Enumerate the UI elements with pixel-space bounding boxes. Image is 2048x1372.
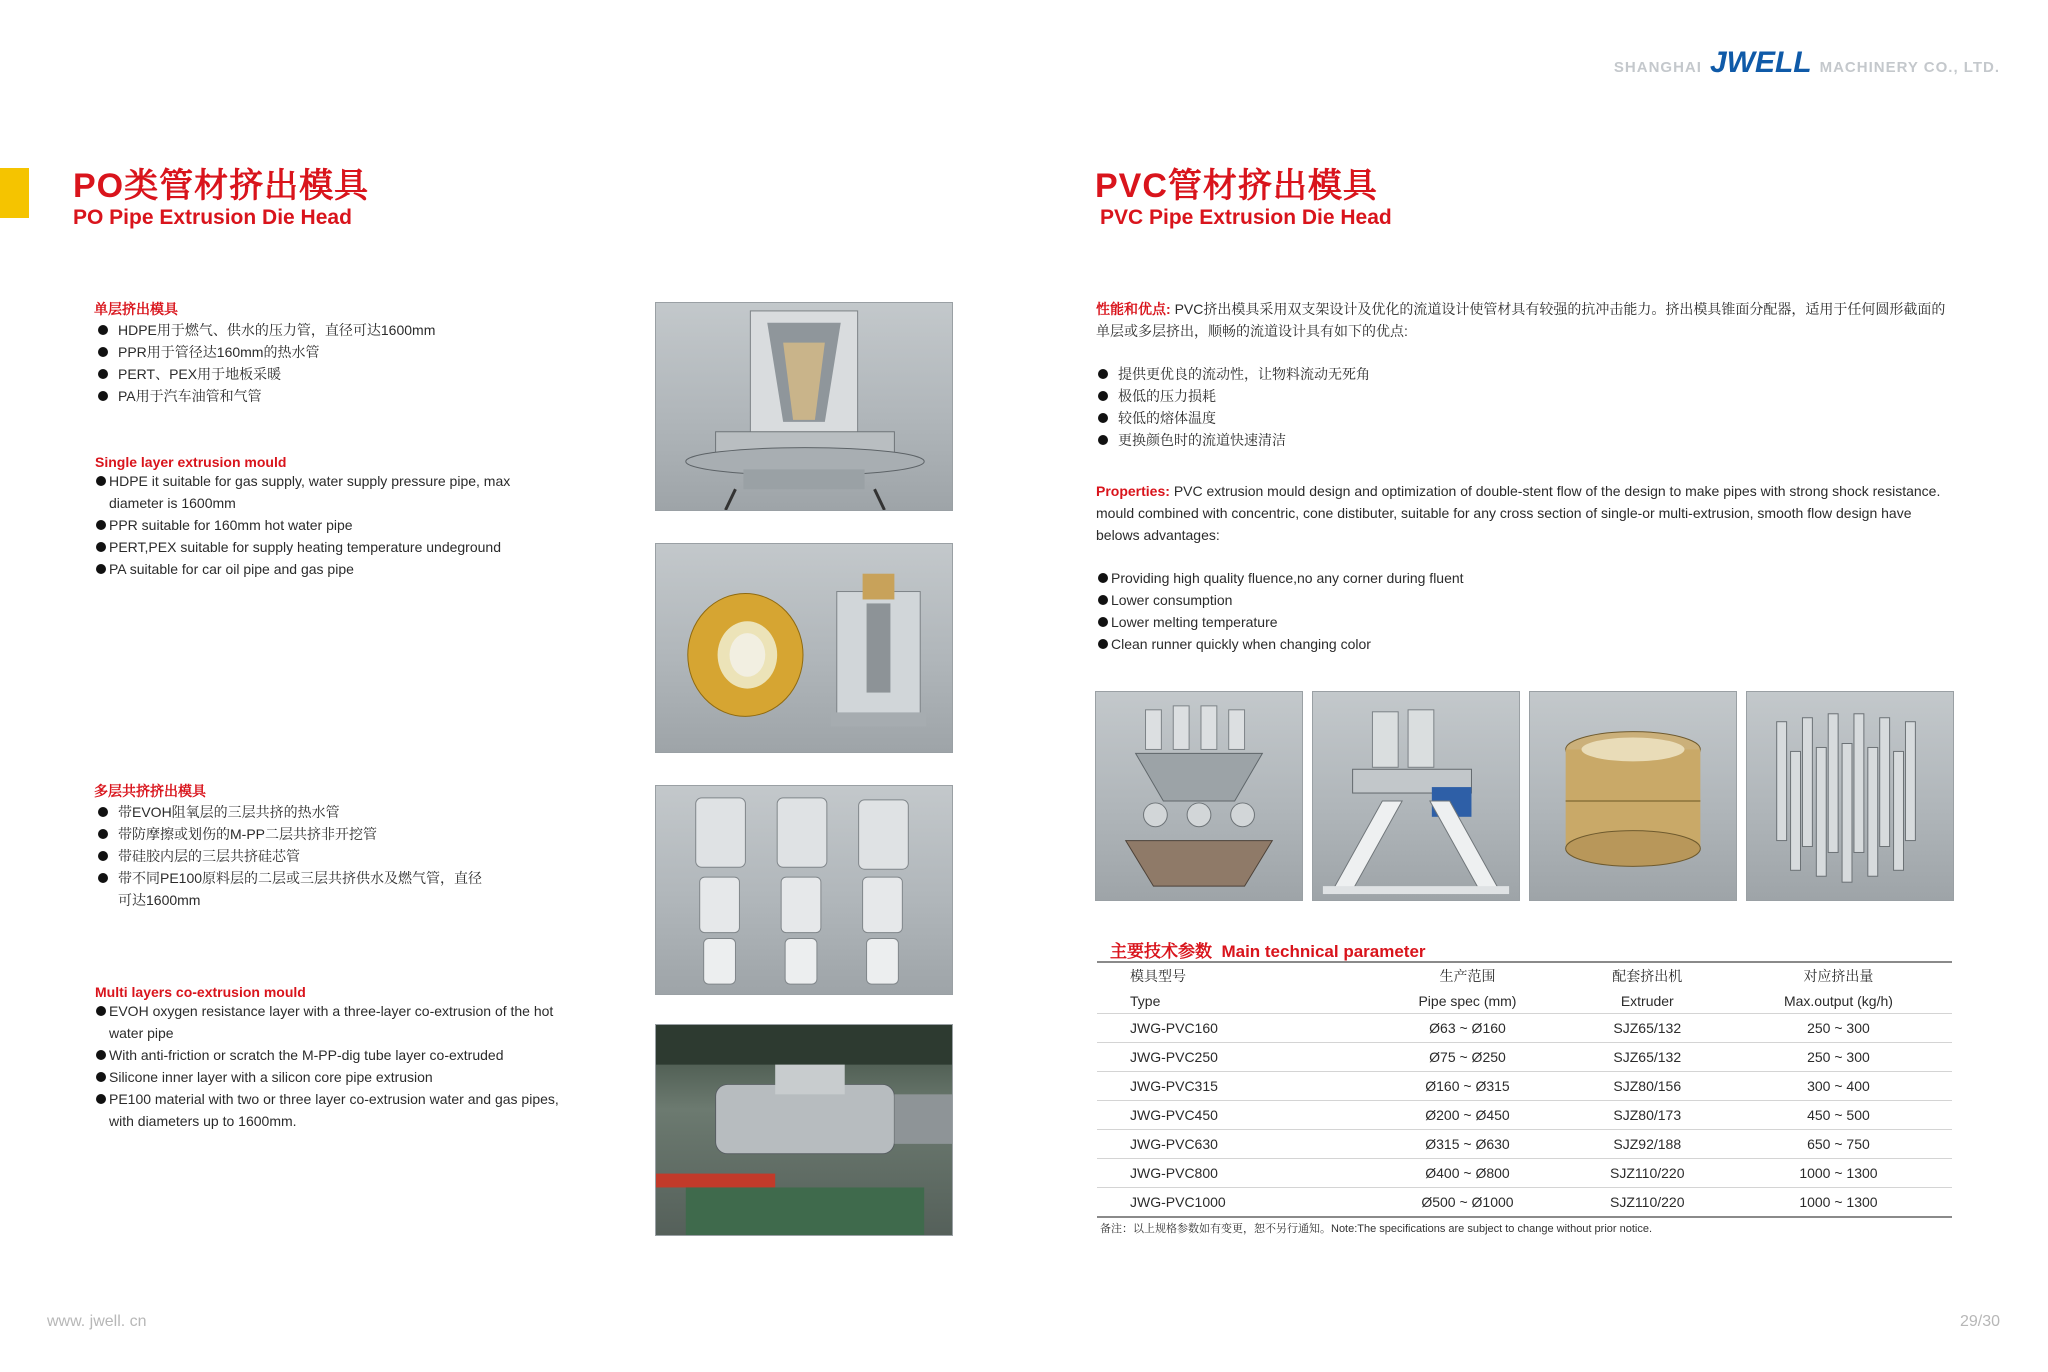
list-item: 提供更优良的流动性，让物料流动无死角	[1094, 363, 1694, 385]
list-item: Providing high quality fluence,no any corner during fluent	[1097, 567, 1697, 589]
table-cell: 650 ~ 750	[1725, 1130, 1952, 1159]
list-item: PPR suitable for 160mm hot water pipe	[95, 514, 565, 536]
production-line-photo	[655, 1024, 953, 1236]
single-layer-cn-list	[94, 319, 594, 407]
spec-note: 备注：以上规格参数如有变更，恕不另行通知。Note:The specifications are subject to change without prior notice.	[1100, 1223, 1653, 1235]
single-layer-cn-heading: 单层挤出模具	[94, 301, 178, 317]
list-item: 带EVOH阻氧层的三层共挤的热水管	[94, 801, 494, 823]
header-cell: 生产范围	[1365, 962, 1569, 988]
mandrel-set-photo	[1746, 691, 1954, 901]
list-item: Lower consumption	[1097, 589, 1697, 611]
table-cell: SJZ65/132	[1570, 1014, 1725, 1043]
list-item: Lower melting temperature	[1097, 611, 1697, 633]
properties-cn-block	[1096, 298, 1952, 342]
section-tab-marker	[0, 168, 29, 218]
list-item: With anti-friction or scratch the M-PP-dig tube layer co-extruded	[95, 1044, 565, 1066]
table-row	[1097, 1043, 1952, 1072]
jwell-logo: JWELL	[1709, 46, 1812, 79]
table-cell: Ø400 ~ Ø800	[1365, 1159, 1569, 1188]
die-head-cross-section-photo	[655, 302, 953, 511]
multi-layer-en-list	[95, 1000, 565, 1132]
table-row	[1097, 1188, 1952, 1218]
company-brand	[1613, 46, 2000, 79]
table-cell: SJZ110/220	[1570, 1159, 1725, 1188]
coextrusion-dies-photo	[655, 785, 953, 995]
table-row	[1097, 1101, 1952, 1130]
list-item: PA用于汽车油管和气管	[94, 385, 594, 407]
table-cell: JWG-PVC160	[1097, 1014, 1365, 1043]
spec-table-title-en: Main technical parameter	[1221, 942, 1426, 961]
table-cell: JWG-PVC250	[1097, 1043, 1365, 1072]
table-cell: JWG-PVC1000	[1097, 1188, 1365, 1218]
multi-layer-cn-heading: 多层共挤挤出模具	[94, 783, 206, 799]
table-cell: 250 ~ 300	[1725, 1014, 1952, 1043]
table-cell: 1000 ~ 1300	[1725, 1159, 1952, 1188]
list-item: 较低的熔体温度	[1094, 407, 1694, 429]
list-item: 带不同PE100原料层的二层或三层共挤供水及燃气管，直径可达1600mm	[94, 867, 494, 911]
table-cell: JWG-PVC450	[1097, 1101, 1365, 1130]
page-number: 29/30	[1959, 1313, 2000, 1330]
table-row	[1097, 1014, 1952, 1043]
properties-en-list	[1097, 567, 1697, 655]
list-item: 带硅胶内层的三层共挤硅芯管	[94, 845, 494, 867]
table-cell: SJZ92/188	[1570, 1130, 1725, 1159]
table-cell: Ø160 ~ Ø315	[1365, 1072, 1569, 1101]
table-cell: JWG-PVC315	[1097, 1072, 1365, 1101]
distributor-ring-photo	[1529, 691, 1737, 901]
table-cell: 1000 ~ 1300	[1725, 1188, 1952, 1218]
multi-die-assembly-photo	[1095, 691, 1303, 901]
header-cell: Type	[1130, 992, 1161, 1009]
list-item: 更换颜色时的流道快速清洁	[1094, 429, 1694, 451]
po-title-block	[73, 167, 369, 231]
header-cell: 对应挤出量	[1725, 962, 1952, 988]
company-prefix: SHANGHAI	[1613, 59, 1702, 76]
single-layer-en-list	[95, 470, 565, 580]
header-cell: 配套挤出机	[1570, 962, 1725, 988]
spec-table	[1097, 961, 1952, 1218]
multi-layer-cn-section	[94, 781, 494, 911]
single-layer-cn-section	[94, 299, 594, 407]
pvc-title-block	[1095, 167, 1392, 231]
properties-en-text: PVC extrusion mould design and optimization of double-stent flow of the design to make pipes with strong shock resistance. mould combined with concentric, cone distibuter, suitable for any cross section of single-or multi-extrusion, smooth flow design have belows advantages:	[1096, 483, 1941, 543]
table-cell: Ø315 ~ Ø630	[1365, 1130, 1569, 1159]
list-item: HDPE用于燃气、供水的压力管，直径可达1600mm	[94, 319, 594, 341]
properties-en-block	[1096, 480, 1954, 546]
table-cell: 300 ~ 400	[1725, 1072, 1952, 1101]
list-item: PERT,PEX suitable for supply heating temperature undeground	[95, 536, 565, 558]
multi-layer-cn-list	[94, 801, 494, 911]
table-cell: SJZ110/220	[1570, 1188, 1725, 1218]
table-cell: SJZ80/156	[1570, 1072, 1725, 1101]
table-header-cn-row	[1097, 962, 1952, 988]
list-item: Silicone inner layer with a silicon core pipe extrusion	[95, 1066, 565, 1088]
properties-cn-label: 性能和优点:	[1096, 301, 1171, 317]
multi-layer-en-section	[95, 984, 565, 1132]
single-layer-en-section	[95, 454, 565, 580]
table-cell: 450 ~ 500	[1725, 1101, 1952, 1130]
po-title-en: PO Pipe Extrusion Die Head	[73, 206, 352, 229]
single-layer-en-heading: Single layer extrusion mould	[95, 454, 287, 470]
list-item: Clean runner quickly when changing color	[1097, 633, 1697, 655]
po-title-cn: PO类管材挤出模具	[73, 167, 370, 205]
table-cell: Ø200 ~ Ø450	[1365, 1101, 1569, 1130]
company-suffix: MACHINERY CO., LTD.	[1819, 59, 2000, 76]
properties-cn-text: PVC挤出模具采用双支架设计及优化的流道设计使管材具有较强的抗冲击能力。挤出模具锥面分配器，适用于任何圆形截面的单层或多层挤出，顺畅的流道设计具有如下的优点:	[1096, 301, 1946, 339]
table-cell: JWG-PVC800	[1097, 1159, 1365, 1188]
website-url: www. jwell. cn	[47, 1313, 147, 1330]
spec-table-title-cn: 主要技术参数	[1110, 942, 1212, 961]
header-cell: 模具型号	[1097, 962, 1365, 988]
properties-en-label: Properties:	[1096, 483, 1170, 499]
list-item: PPR用于管径达160mm的热水管	[94, 341, 594, 363]
header-cell: Extruder	[1620, 992, 1674, 1009]
table-cell: Ø63 ~ Ø160	[1365, 1014, 1569, 1043]
list-item: 带防摩擦或划伤的M-PP二层共挤非开挖管	[94, 823, 494, 845]
list-item: PE100 material with two or three layer co-extrusion water and gas pipes, with diameters up to 1600mm.	[95, 1088, 565, 1132]
properties-cn-list	[1094, 363, 1694, 451]
spiral-mandrel-photo	[655, 543, 953, 753]
list-item: EVOH oxygen resistance layer with a three-layer co-extrusion of the hot water pipe	[95, 1000, 565, 1044]
table-header-en-row	[1097, 988, 1952, 1014]
die-stand-photo	[1312, 691, 1520, 901]
list-item: PA suitable for car oil pipe and gas pipe	[95, 558, 565, 580]
list-item: PERT、PEX用于地板采暖	[94, 363, 594, 385]
list-item: 极低的压力损耗	[1094, 385, 1694, 407]
table-row	[1097, 1130, 1952, 1159]
header-cell: Pipe spec (mm)	[1418, 992, 1517, 1009]
spec-table-title	[1110, 937, 1426, 962]
table-cell: 250 ~ 300	[1725, 1043, 1952, 1072]
list-item: HDPE it suitable for gas supply, water supply pressure pipe, max diameter is 1600mm	[95, 470, 565, 514]
table-cell: SJZ65/132	[1570, 1043, 1725, 1072]
pvc-title-en: PVC Pipe Extrusion Die Head	[1100, 206, 1392, 229]
table-row	[1097, 1072, 1952, 1101]
table-cell: Ø75 ~ Ø250	[1365, 1043, 1569, 1072]
table-cell: SJZ80/173	[1570, 1101, 1725, 1130]
table-cell: JWG-PVC630	[1097, 1130, 1365, 1159]
table-row	[1097, 1159, 1952, 1188]
multi-layer-en-heading: Multi layers co-extrusion mould	[95, 984, 306, 1000]
pvc-title-cn: PVC管材挤出模具	[1095, 167, 1378, 205]
header-cell: Max.output (kg/h)	[1783, 992, 1893, 1009]
table-cell: Ø500 ~ Ø1000	[1365, 1188, 1569, 1218]
